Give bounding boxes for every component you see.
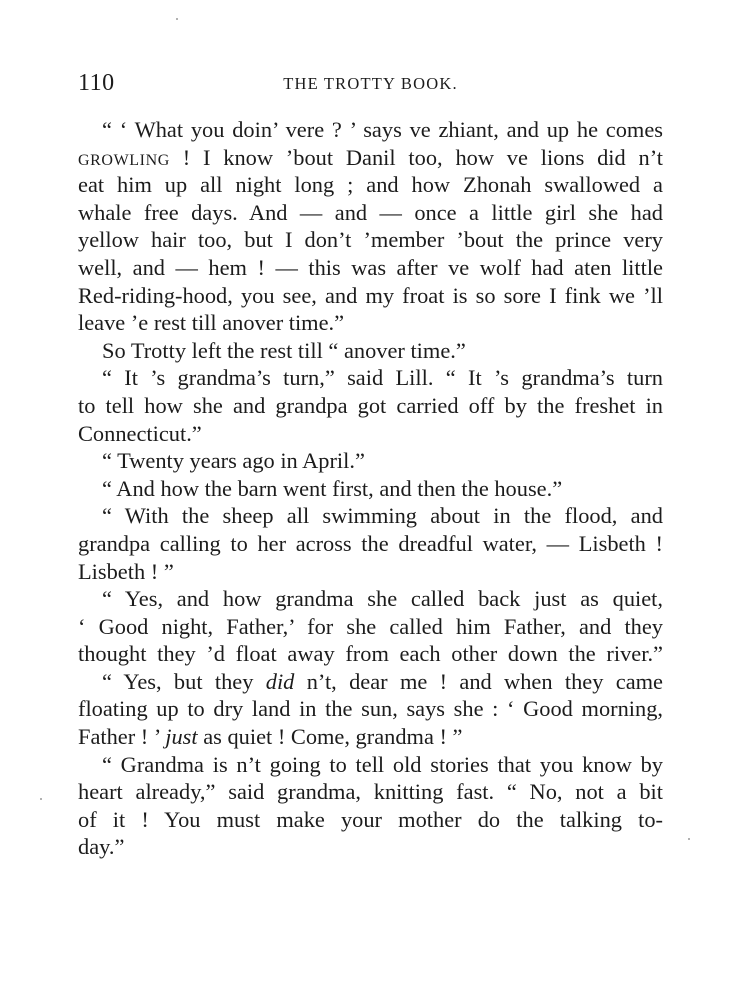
- text-line: yellow hair too, but I don’t ’member ’bout the prince very: [78, 227, 663, 253]
- page-number: 110: [78, 70, 115, 96]
- text-line: ‘ Good night, Father,’ for she called him Father, and they: [78, 613, 663, 639]
- text-line: whale free days. And — and — once a little girl she had: [78, 199, 663, 225]
- text-line: floating up to dry land in the sun, says she : ‘ Good morning,: [78, 696, 663, 722]
- italic-word: just: [165, 724, 198, 750]
- text-line: eat him up all night long ; and how Zhonah swallowed a: [78, 172, 663, 198]
- italic-word: did: [265, 668, 295, 694]
- text-line: Lisbeth ! ”: [78, 558, 174, 584]
- text-line: Father ! ’ just as quiet ! Come, grandma ! ”: [78, 724, 463, 750]
- text-line: Red-riding-hood, you see, and my froat is so sore I fink we ’ll: [78, 282, 663, 308]
- text-line: well, and — hem ! — this was after ve wolf had aten little: [78, 254, 663, 280]
- text-line: “ Grandma is n’t going to tell old stories that you know by: [102, 751, 663, 777]
- text-line: “ Yes, and how grandma she called back just as quiet,: [102, 586, 663, 612]
- text-line: “ And how the barn went first, and then the house.”: [102, 475, 563, 501]
- text-line: heart already,” said grandma, knitting fast. “ No, not a bit: [78, 779, 663, 805]
- text-line: “ With the sheep all swimming about in the flood, and: [102, 503, 663, 529]
- text-line: growling ! I know ’bout Danil too, how ve lions did n’t: [78, 144, 663, 170]
- text-line: So Trotty left the rest till “ anover time.”: [102, 337, 466, 363]
- body-text: [78, 116, 663, 861]
- text-line: thought they ’d float away from each other down the river.”: [78, 641, 663, 667]
- text-line: “ ‘ What you doin’ vere ? ’ says ve zhiant, and up he comes: [102, 117, 663, 142]
- text-line: “ Yes, but they did n’t, dear me ! and when they came: [102, 668, 663, 694]
- text-line: day.”: [78, 834, 125, 860]
- text-line: Connecticut.”: [78, 420, 202, 446]
- text-line: to tell how she and grandpa got carried off by the freshet in: [78, 392, 663, 418]
- paper-speck: [688, 838, 690, 840]
- small-caps-word: growling: [78, 144, 170, 170]
- text-line: of it ! You must make your mother do the talking to-: [78, 806, 663, 832]
- page-header: [78, 70, 663, 104]
- text-line: leave ’e rest till anover time.”: [78, 310, 345, 336]
- text-line: “ It ’s grandma’s turn,” said Lill. “ It ’s grandma’s turn: [102, 365, 663, 391]
- text-line: grandpa calling to her across the dreadful water, — Lisbeth !: [78, 530, 663, 556]
- text-line: “ Twenty years ago in April.”: [102, 448, 365, 474]
- paper-speck: [40, 798, 42, 800]
- running-head: THE TROTTY BOOK.: [283, 74, 458, 93]
- paper-speck: [176, 18, 178, 20]
